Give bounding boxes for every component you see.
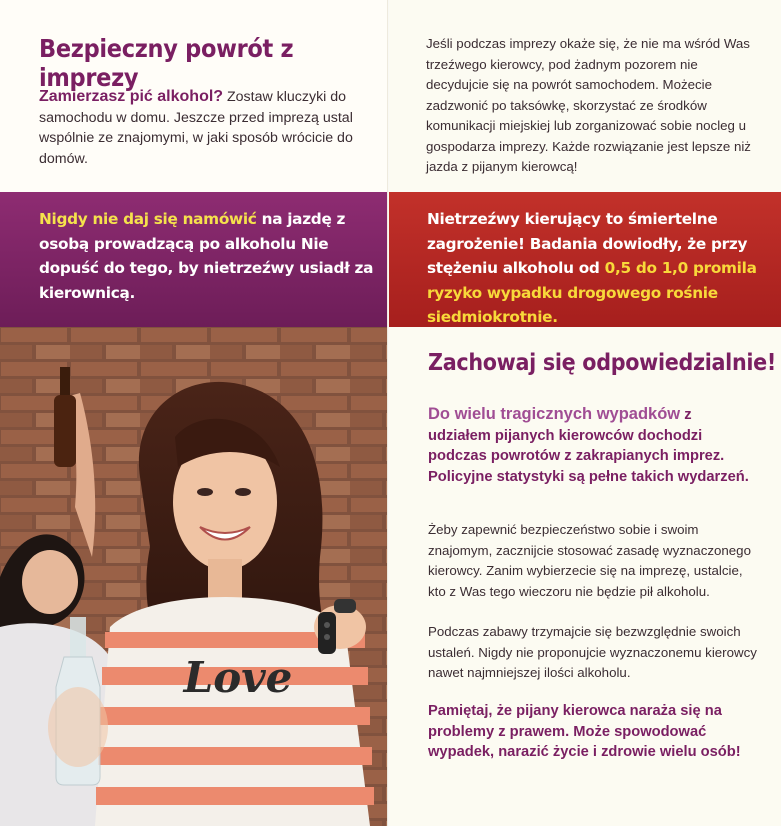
right-section-title: Zachowaj się odpowiedzialnie! — [428, 350, 777, 376]
red-band-text — [427, 207, 772, 330]
lead-highlight: Do wielu tragicznych wypadków — [428, 405, 681, 423]
right-intro: Jeśli podczas imprezy okaże się, że nie ma wśród Was trzeźwego kierowcy, pod żadnym pozorem nie decydujcie się na powrót samochodem. Możecie zadzwonić po taksówkę, skorzystać ze środków komunikacji miejskiej lub zorganizować sobie nocleg u gospodarza imprezy. Każde rozwiązanie jest lepsze niż jazda z pijanym kierowcą! — [426, 36, 751, 174]
party-photo — [0, 327, 389, 826]
left-intro — [39, 87, 369, 169]
red-warning-band — [389, 192, 781, 327]
purple-band-text-2: Nie dopuść do tego, by nietrzeźwy usiadł za kierownicą. — [39, 234, 374, 302]
purple-band-highlight: Nigdy nie daj się namówić — [39, 210, 257, 228]
left-panel — [0, 0, 389, 826]
lead-paragraph — [428, 404, 758, 487]
closing-warning: Pamiętaj, że pijany kierowca naraża się na problemy z prawem. Może spowodować wypadek, narazić życie i zdrowie wielu osób! — [428, 703, 741, 760]
designated-driver-paragraph: Żeby zapewnić bezpieczeństwo sobie i swoim znajomym, zacznijcie stosować zasadę wyznaczonego kierowcy. Zanim wybierzecie się na imprezę, ustalcie, kto z Was tego wieczoru nie będzie pił alkoholu. — [428, 522, 751, 599]
red-band-highlight: 0,5 do 1,0 promila ryzyko wypadku drogowego rośnie siedmiokrotnie. — [427, 259, 757, 326]
intro-text: Zostaw kluczyki do samochodu w domu. Jeszcze przed imprezą ustal wspólnie ze znajomymi, w jaki sposób wrócicie do domów. — [39, 89, 353, 167]
purple-warning-band — [0, 192, 389, 327]
left-title: Bezpieczny powrót z imprezy — [39, 34, 294, 92]
red-band-text-1: Nietrzeźwy kierujący to śmiertelne zagrożenie! Badania dowiodły, że przy stężeniu alkoholu od — [427, 210, 748, 277]
party-rules-paragraph: Podczas zabawy trzymajcie się bezwzględnie swoich ustaleń. Nigdy nie proponujcie wyznaczonemu kierowcy nawet najmniejszej ilości alkoholu. — [428, 624, 757, 680]
shirt-lettering: Love — [183, 653, 293, 702]
intro-question: Zamierzasz pić alkohol? — [39, 88, 224, 105]
party-photo-illustration — [0, 327, 389, 826]
purple-band-text-1: na jazdę z osobą prowadzącą po alkoholu — [39, 210, 346, 253]
lead-rest: z udziałem pijanych kierowców dochodzi podczas powrotów z zakrapianych imprez. Policyjne statystyki są pełne takich wydarzeń. — [428, 407, 749, 485]
purple-band-text — [39, 207, 379, 305]
